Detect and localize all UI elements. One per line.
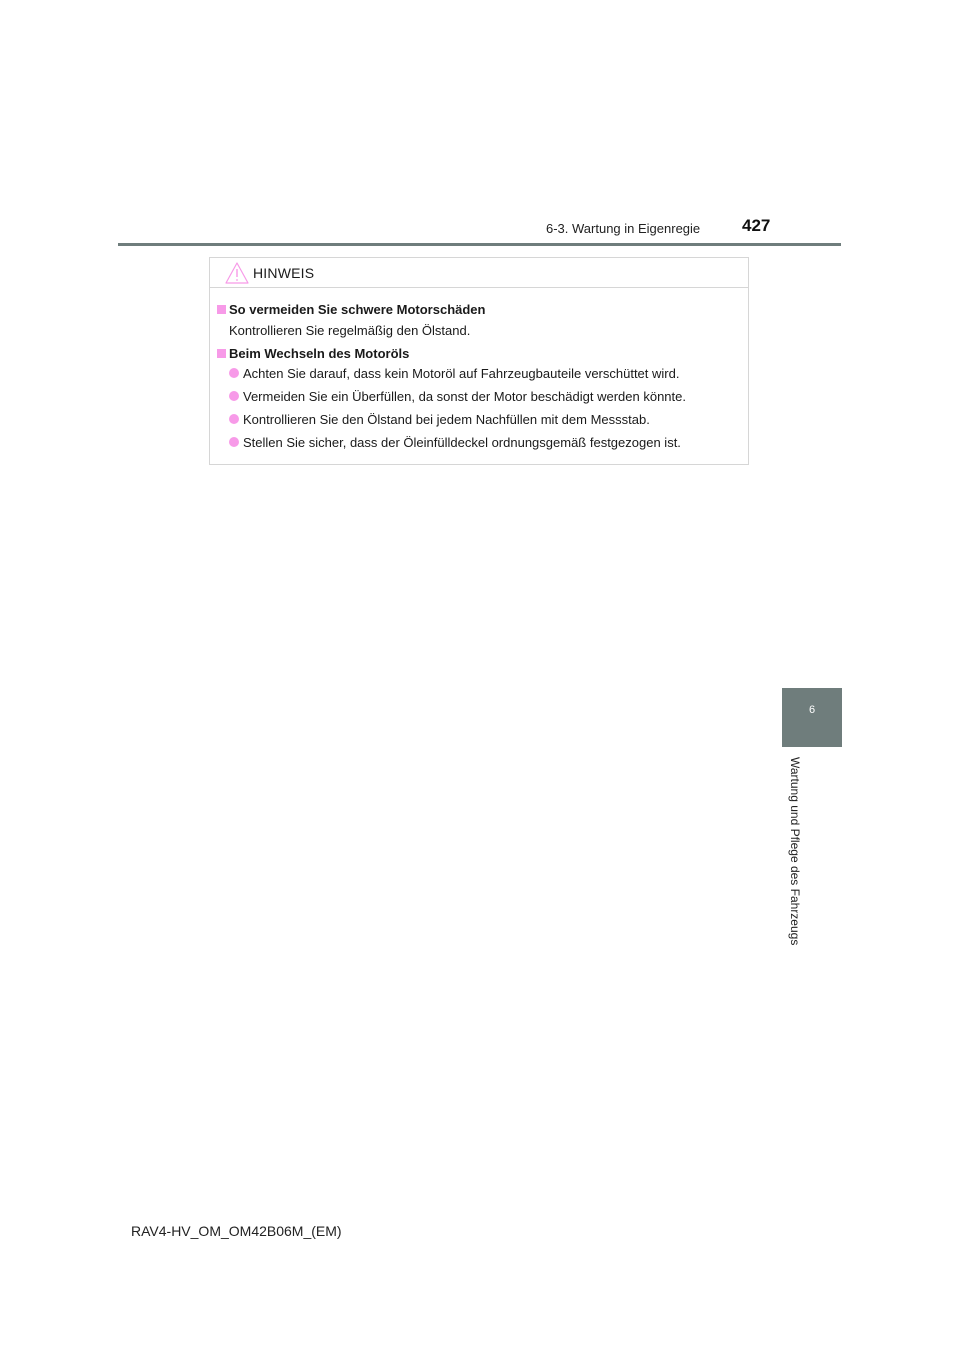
header-section-title: 6-3. Wartung in Eigenregie — [546, 221, 701, 236]
header-rule — [118, 243, 841, 246]
square-bullet-icon — [217, 349, 226, 358]
warning-triangle-icon — [224, 261, 250, 285]
dot-bullet-icon — [229, 368, 239, 378]
chapter-number: 6 — [808, 704, 816, 716]
chapter-tab — [782, 688, 842, 747]
notice-heading-engine-damage: So vermeiden Sie schwere Motorschäden — [229, 302, 486, 317]
dot-bullet-icon — [229, 437, 239, 447]
dot-bullet-icon — [229, 391, 239, 401]
notice-box — [209, 257, 749, 465]
notice-text-oil-level: Kontrollieren Sie regelmäßig den Ölstand. — [229, 323, 471, 338]
document-code: RAV4-HV_OM_OM42B06M_(EM) — [131, 1223, 342, 1239]
list-item: Stellen Sie sicher, dass der Öleinfülldeckel ordnungsgemäß festgezogen ist. — [243, 435, 681, 450]
list-item: Vermeiden Sie ein Überfüllen, da sonst der Motor beschädigt werden könnte. — [243, 389, 686, 404]
chapter-title: Wartung und Pflege des Fahrzeugs — [788, 757, 802, 946]
square-bullet-icon — [217, 305, 226, 314]
page-number: 427 — [742, 216, 771, 235]
notice-heading-oil-change: Beim Wechseln des Motoröls — [229, 346, 410, 361]
list-item: Kontrollieren Sie den Ölstand bei jedem Nachfüllen mit dem Messstab. — [243, 412, 650, 427]
notice-title: HINWEIS — [253, 265, 315, 281]
dot-bullet-icon — [229, 414, 239, 424]
notice-header — [210, 258, 748, 288]
list-item: Achten Sie darauf, dass kein Motoröl auf Fahrzeugbauteile verschüttet wird. — [243, 366, 680, 381]
